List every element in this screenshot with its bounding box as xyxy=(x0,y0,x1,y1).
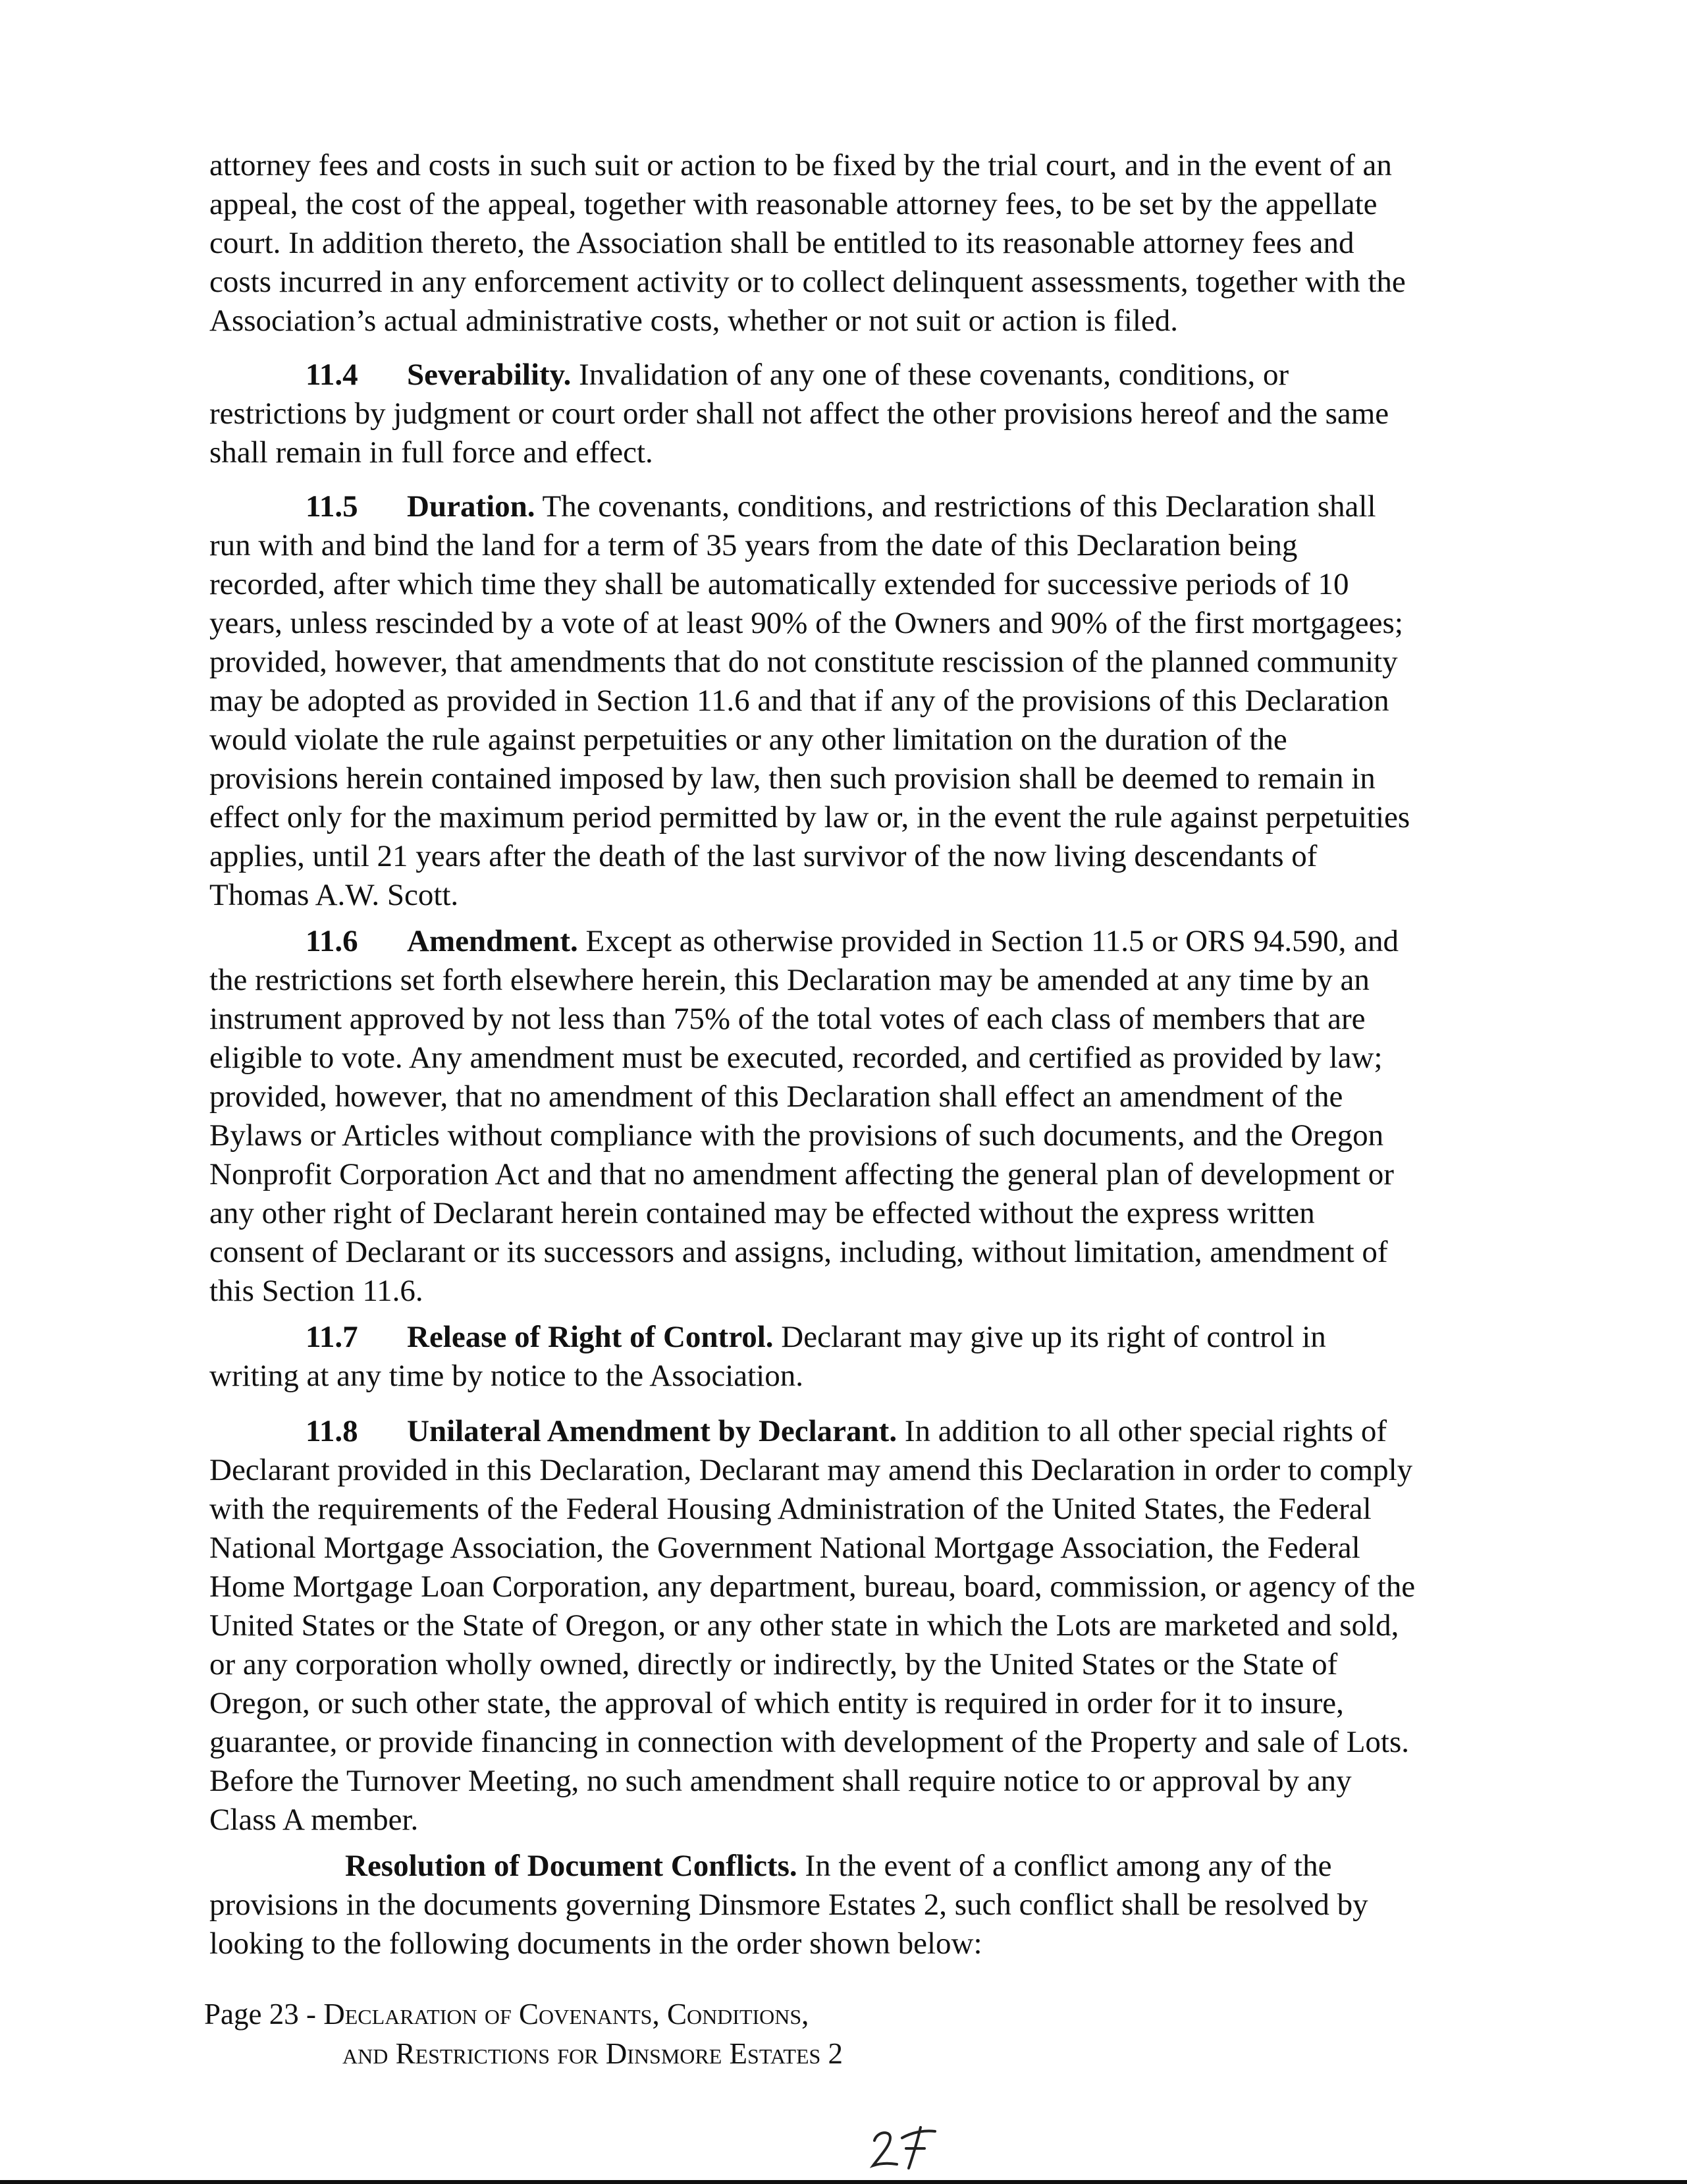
text-line: restrictions by judgment or court order shall not affect the other provisions hereof and the same xyxy=(209,396,1389,431)
section-first-line: Except as otherwise provided in Section 11.5 or ORS 94.590, and xyxy=(577,924,1399,958)
section-heading: Severability. xyxy=(407,358,572,392)
text-line: writing at any time by notice to the Association. xyxy=(209,1359,803,1393)
text-line: appeal, the cost of the appeal, together with reasonable attorney fees, to be set by the appellate xyxy=(209,187,1378,221)
section-number: 11.5 xyxy=(306,489,358,524)
text-line: Oregon, or such other state, the approval of which entity is required in order for it to insure, xyxy=(209,1686,1344,1720)
section-11-7 xyxy=(209,1318,1493,1396)
resolution-heading: Resolution of Document Conflicts. xyxy=(345,1849,797,1883)
text-line: may be adopted as provided in Section 11.6 and that if any of the provisions of this Declaration xyxy=(209,684,1389,718)
page-number-label: Page 23 - xyxy=(204,1998,324,2031)
footer-title-line-2: and Restrictions for Dinsmore Estates 2 xyxy=(342,2037,843,2070)
section-11-8 xyxy=(209,1412,1493,1840)
text-line: Bylaws or Articles without compliance with the provisions of such documents, and the Oregon xyxy=(209,1118,1384,1153)
text-line: years, unless rescinded by a vote of at least 90% of the Owners and 90% of the first mortgagees; xyxy=(209,606,1403,640)
text-line: costs incurred in any enforcement activity or to collect delinquent assessments, together with the xyxy=(209,265,1406,299)
scan-edge xyxy=(0,2180,1687,2184)
text-line: provisions herein contained imposed by law, then such provision shall be deemed to remain in xyxy=(209,761,1376,796)
section-heading: Release of Right of Control. xyxy=(407,1320,774,1354)
section-number: 11.7 xyxy=(306,1320,358,1354)
text-line: shall remain in full force and effect. xyxy=(209,435,653,470)
resolution-paragraph xyxy=(209,1847,1493,1963)
text-line: any other right of Declarant herein contained may be effected without the express written xyxy=(209,1196,1315,1230)
text-line: Declarant provided in this Declaration, Declarant may amend this Declaration in order to comply xyxy=(209,1453,1413,1487)
text-line: the restrictions set forth elsewhere herein, this Declaration may be amended at any time by an xyxy=(209,963,1370,997)
text-line: guarantee, or provide financing in connection with development of the Property and sale of Lots. xyxy=(209,1725,1410,1759)
text-line: or any corporation wholly owned, directly or indirectly, by the United States or the State of xyxy=(209,1647,1338,1681)
section-number: 11.4 xyxy=(306,358,358,392)
section-heading: Unilateral Amendment by Declarant. xyxy=(407,1414,897,1448)
section-11-5 xyxy=(209,487,1493,915)
text-line: United States or the State of Oregon, or any other state in which the Lots are marketed and sold, xyxy=(209,1608,1399,1643)
section-first-line: The covenants, conditions, and restrictions of this Declaration shall xyxy=(535,489,1376,524)
text-line: run with and bind the land for a term of 35 years from the date of this Declaration being xyxy=(209,528,1298,562)
text-line: consent of Declarant or its successors and assigns, including, without limitation, amendment of xyxy=(209,1235,1388,1269)
text-line: Nonprofit Corporation Act and that no amendment affecting the general plan of development or xyxy=(209,1157,1394,1191)
page-footer xyxy=(204,1994,843,2073)
section-heading: Duration. xyxy=(407,489,535,524)
section-first-line: Invalidation of any one of these covenants, conditions, or xyxy=(571,358,1289,392)
text-line: Thomas A.W. Scott. xyxy=(209,878,459,912)
section-first-line: In addition to all other special rights of xyxy=(897,1414,1387,1448)
text-line: court. In addition thereto, the Association shall be entitled to its reasonable attorney fees and xyxy=(209,226,1354,260)
section-heading: Amendment. xyxy=(407,924,578,958)
section-11-6 xyxy=(209,922,1493,1311)
text-line: instrument approved by not less than 75% of the total votes of each class of members that are xyxy=(209,1002,1366,1036)
text-line: provisions in the documents governing Dinsmore Estates 2, such conflict shall be resolved by xyxy=(209,1888,1368,1922)
footer-title-line-1: Declaration of Covenants, Conditions, xyxy=(323,1998,809,2031)
text-line: with the requirements of the Federal Housing Administration of the United States, the Federal xyxy=(209,1492,1372,1526)
text-line: applies, until 21 years after the death of the last survivor of the now living descendants of xyxy=(209,839,1318,873)
text-line: provided, however, that amendments that do not constitute rescission of the planned community xyxy=(209,645,1398,679)
text-line: eligible to vote. Any amendment must be executed, recorded, and certified as provided by law; xyxy=(209,1041,1383,1075)
section-11-4 xyxy=(209,356,1493,472)
section-number: 11.6 xyxy=(306,924,358,958)
text-line: provided, however, that no amendment of this Declaration shall effect an amendment of the xyxy=(209,1079,1343,1114)
text-line: would violate the rule against perpetuities or any other limitation on the duration of the xyxy=(209,723,1287,757)
handwritten-page-number xyxy=(868,2122,940,2171)
text-line: attorney fees and costs in such suit or action to be fixed by the trial court, and in the event of an xyxy=(209,148,1392,182)
text-line: Association’s actual administrative costs, whether or not suit or action is filed. xyxy=(209,304,1179,338)
text-line: Before the Turnover Meeting, no such amendment shall require notice to or approval by any xyxy=(209,1764,1352,1798)
text-line: looking to the following documents in the order shown below: xyxy=(209,1926,982,1961)
text-line: this Section 11.6. xyxy=(209,1274,423,1308)
text-line: recorded, after which time they shall be automatically extended for successive periods of 10 xyxy=(209,567,1349,601)
section-number: 11.8 xyxy=(306,1414,358,1448)
section-first-line: Declarant may give up its right of control in xyxy=(773,1320,1326,1354)
intro-paragraph xyxy=(209,146,1493,341)
resolution-first-line: In the event of a conflict among any of the xyxy=(797,1849,1332,1883)
text-line: Class A member. xyxy=(209,1803,419,1837)
text-line: effect only for the maximum period permitted by law or, in the event the rule against perpetuities xyxy=(209,800,1410,834)
text-line: National Mortgage Association, the Government National Mortgage Association, the Federal xyxy=(209,1531,1360,1565)
text-line: Home Mortgage Loan Corporation, any department, bureau, board, commission, or agency of the xyxy=(209,1570,1416,1604)
